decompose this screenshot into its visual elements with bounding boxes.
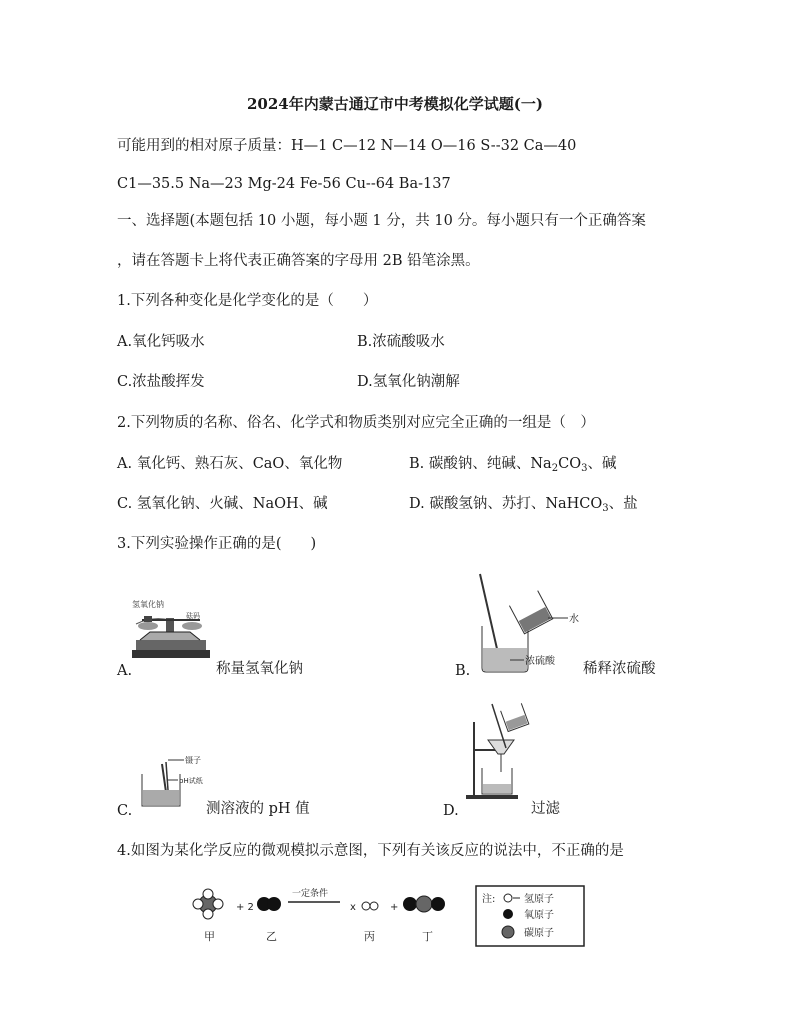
svg-text:浓硫酸: 浓硫酸 bbox=[525, 656, 555, 667]
question-3-option-d-caption: 过滤 bbox=[531, 801, 560, 817]
question-1-option-c: C.浓盐酸挥发 bbox=[117, 374, 205, 390]
svg-text:氧原子: 氧原子 bbox=[524, 910, 554, 921]
filtration-image bbox=[466, 700, 536, 800]
acid-dilution-image bbox=[470, 574, 590, 674]
svg-text:丙: 丙 bbox=[364, 930, 375, 943]
question-3-stem: 3.下列实验操作正确的是( ) bbox=[117, 536, 317, 552]
svg-text:甲: 甲 bbox=[204, 930, 215, 943]
question-2-stem: 2.下列物质的名称、俗名、化学式和物质类别对应完全正确的一组是（ ） bbox=[117, 415, 595, 431]
svg-text:碳原子: 碳原子 bbox=[524, 928, 554, 939]
svg-text:+ 2: + 2 bbox=[236, 902, 254, 913]
question-1-stem: 1.下列各种变化是化学变化的是（ ） bbox=[117, 293, 378, 309]
question-3-option-a-caption: 称量氢氧化钠 bbox=[216, 661, 303, 677]
svg-text:氢氧化钠: 氢氧化钠 bbox=[132, 600, 164, 609]
question-4-stem: 4.如图为某化学反应的微观模拟示意图，下列有关该反应的说法中，不正确的是 bbox=[117, 843, 624, 859]
question-3-option-d-letter: D. bbox=[443, 803, 459, 819]
question-2-option-a: A. 氧化钙、熟石灰、CaO、氧化物 bbox=[117, 456, 343, 472]
svg-text:注:: 注: bbox=[482, 894, 496, 905]
svg-text:pH试纸: pH试纸 bbox=[179, 777, 203, 785]
svg-text:乙: 乙 bbox=[266, 930, 277, 943]
question-3-option-b-letter: B. bbox=[455, 663, 471, 679]
question-3-option-a-letter: A. bbox=[117, 663, 133, 679]
svg-text:水: 水 bbox=[569, 614, 579, 625]
question-1-option-d: D.氢氧化钠潮解 bbox=[357, 374, 460, 390]
atomic-mass-line-1: 可能用到的相对原子质量：H—1 C—12 N—14 O—16 S--32 Ca—40 bbox=[117, 138, 577, 154]
page-title: 2024年内蒙古通辽市中考模拟化学试题(一) bbox=[247, 95, 543, 113]
question-3-option-c-letter: C. bbox=[117, 803, 133, 819]
question-1-option-b: B.浓硫酸吸水 bbox=[357, 334, 445, 350]
question-2-option-b: B. 碳酸钠、纯碱、$Na_2CO_3$、碱 bbox=[409, 456, 617, 474]
svg-text:氢原子: 氢原子 bbox=[524, 894, 554, 905]
question-2-option-d: D. 碳酸氢钠、苏打、NaHCO$_3$、盐 bbox=[409, 496, 638, 514]
svg-text:丁: 丁 bbox=[422, 930, 433, 943]
question-3-option-c-caption: 测溶液的 pH 值 bbox=[206, 801, 310, 817]
section-instructions-line-1: 一、选择题(本题包括 10 小题，每小题 1 分，共 10 分。每小题只有一个正确答案 bbox=[117, 213, 646, 229]
question-2-option-c: C. 氢氧化钠、火碱、NaOH、碱 bbox=[117, 496, 328, 512]
section-instructions-line-2: ，请在答题卡上将代表正确答案的字母用 2B 铅笔涂黑。 bbox=[117, 253, 480, 269]
svg-text:镊子: 镊子 bbox=[185, 756, 201, 765]
atomic-mass-line-2: C1—35.5 Na—23 Mg-24 Fe-56 Cu--64 Ba-137 bbox=[117, 176, 451, 192]
svg-text:一定条件: 一定条件 bbox=[292, 889, 329, 899]
svg-text:x: x bbox=[350, 902, 356, 913]
svg-text:砝码: 砝码 bbox=[186, 612, 200, 620]
reaction-micro-diagram bbox=[190, 880, 590, 952]
question-3-option-b-caption: 稀释浓硫酸 bbox=[583, 661, 656, 677]
svg-text:+: + bbox=[390, 902, 399, 913]
question-1-option-a: A.氧化钙吸水 bbox=[117, 334, 205, 350]
balance-weighing-image bbox=[130, 596, 210, 662]
